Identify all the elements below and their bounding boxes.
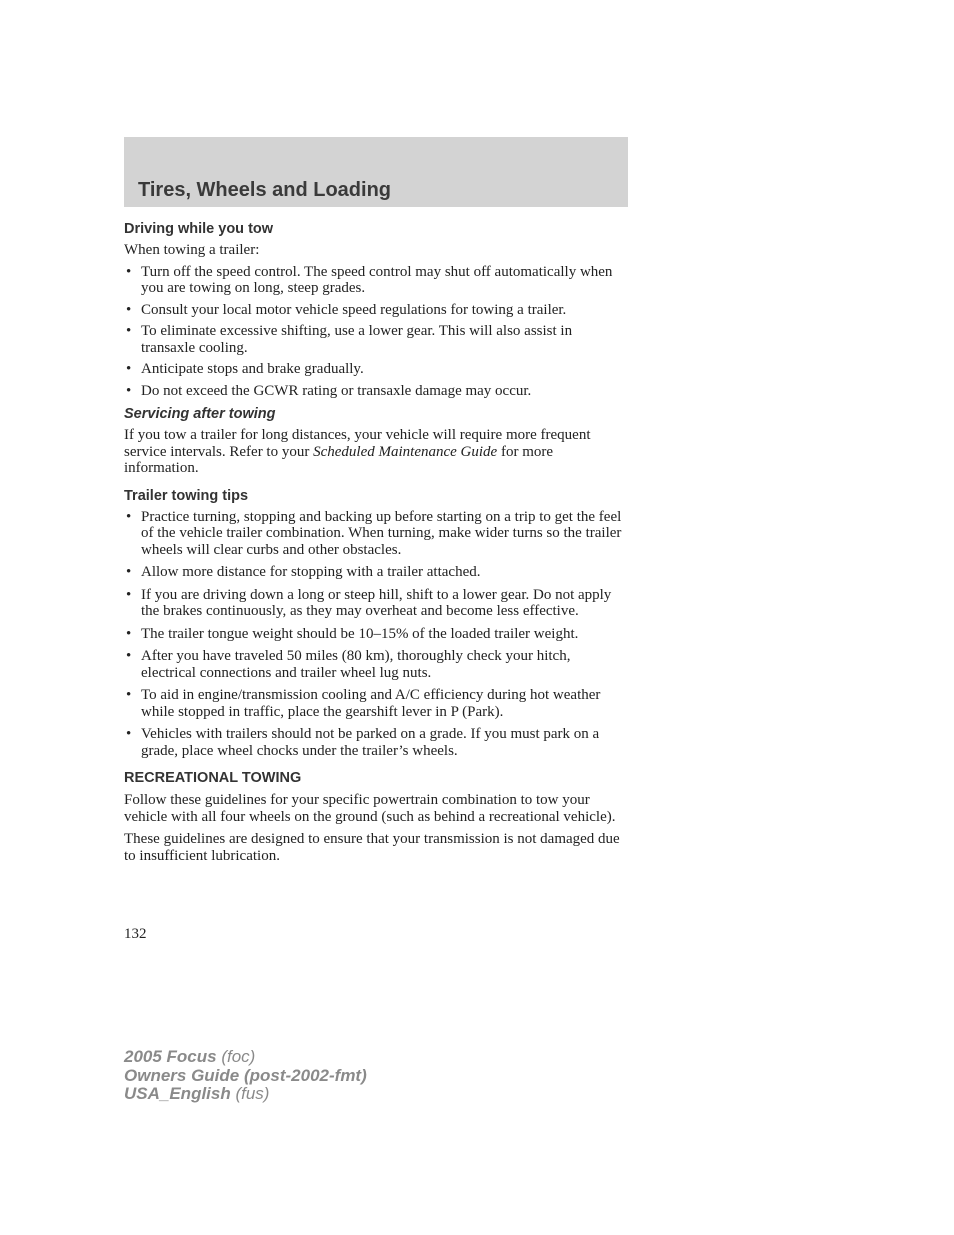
driving-bullet-list	[124, 264, 628, 400]
list-item: • Allow more distance for stopping with a trailer attached.	[126, 564, 481, 580]
recreational-paragraph-1: Follow these guidelines for your specific powertrain combination to tow your vehicle with all four wheels on the ground (such as behind a recreational vehicle).	[124, 792, 616, 825]
recreational-paragraph-2: These guidelines are designed to ensure that your transmission is not damaged due to insufficient lubrication.	[124, 831, 620, 864]
tips-bullet-list	[124, 509, 628, 760]
footer-line-guide: Owners Guide (post-2002-fmt)	[124, 1065, 367, 1085]
heading-trailer-towing-tips: Trailer towing tips	[124, 487, 249, 504]
page-number: 132	[124, 926, 147, 942]
scheduled-maintenance-guide-title: Scheduled Maintenance Guide	[313, 443, 498, 460]
list-item: • After you have traveled 50 miles (80 km), thoroughly check your hitch, electrical connections and trailer wheel lug nuts.	[126, 648, 571, 681]
driving-intro: When towing a trailer:	[124, 242, 260, 258]
heading-recreational-towing: RECREATIONAL TOWING	[124, 770, 302, 786]
list-item: • The trailer tongue weight should be 10–15% of the loaded trailer weight.	[126, 625, 579, 642]
document-footer	[124, 1048, 367, 1104]
footer-line-language: USA_English (fus)	[124, 1084, 270, 1103]
list-item: • Practice turning, stopping and backing up before starting on a trip to get the feel of the vehicle trailer combination. When turning, make wider turns so the trailer wheels will clear curbs and other obstacles.	[126, 508, 622, 558]
heading-driving-while-you-tow: Driving while you tow	[124, 221, 274, 237]
list-item: • To aid in engine/transmission cooling and A/C efficiency during hot weather while stopped in traffic, place the gearshift lever in P (Park).	[126, 687, 601, 720]
list-item: • Anticipate stops and brake gradually.	[126, 361, 364, 377]
main-content	[124, 220, 628, 864]
list-item: • Turn off the speed control. The speed control may shut off automatically when you are towing on long, steep grades.	[126, 263, 613, 296]
footer-line-model: 2005 Focus (foc)	[124, 1047, 256, 1066]
list-item: • To eliminate excessive shifting, use a lower gear. This will also assist in transaxle cooling.	[126, 323, 573, 356]
page-title: Tires, Wheels and Loading	[138, 179, 392, 201]
list-item: • Consult your local motor vehicle speed regulations for towing a trailer.	[126, 301, 567, 318]
list-item: • If you are driving down a long or steep hill, shift to a lower gear. Do not apply the brakes continuously, as they may overheat and become less effective.	[126, 586, 612, 619]
list-item: • Vehicles with trailers should not be parked on a grade. If you must park on a grade, place wheel chocks under the trailer’s wheels.	[126, 726, 600, 759]
servicing-paragraph: If you tow a trailer for long distances, your vehicle will require more frequent service intervals. Refer to your Scheduled Maintenance Guide for more information.	[124, 427, 591, 476]
section-header-band	[124, 137, 628, 207]
heading-servicing-after-towing: Servicing after towing	[124, 406, 276, 422]
list-item: • Do not exceed the GCWR rating or transaxle damage may occur.	[126, 382, 532, 399]
